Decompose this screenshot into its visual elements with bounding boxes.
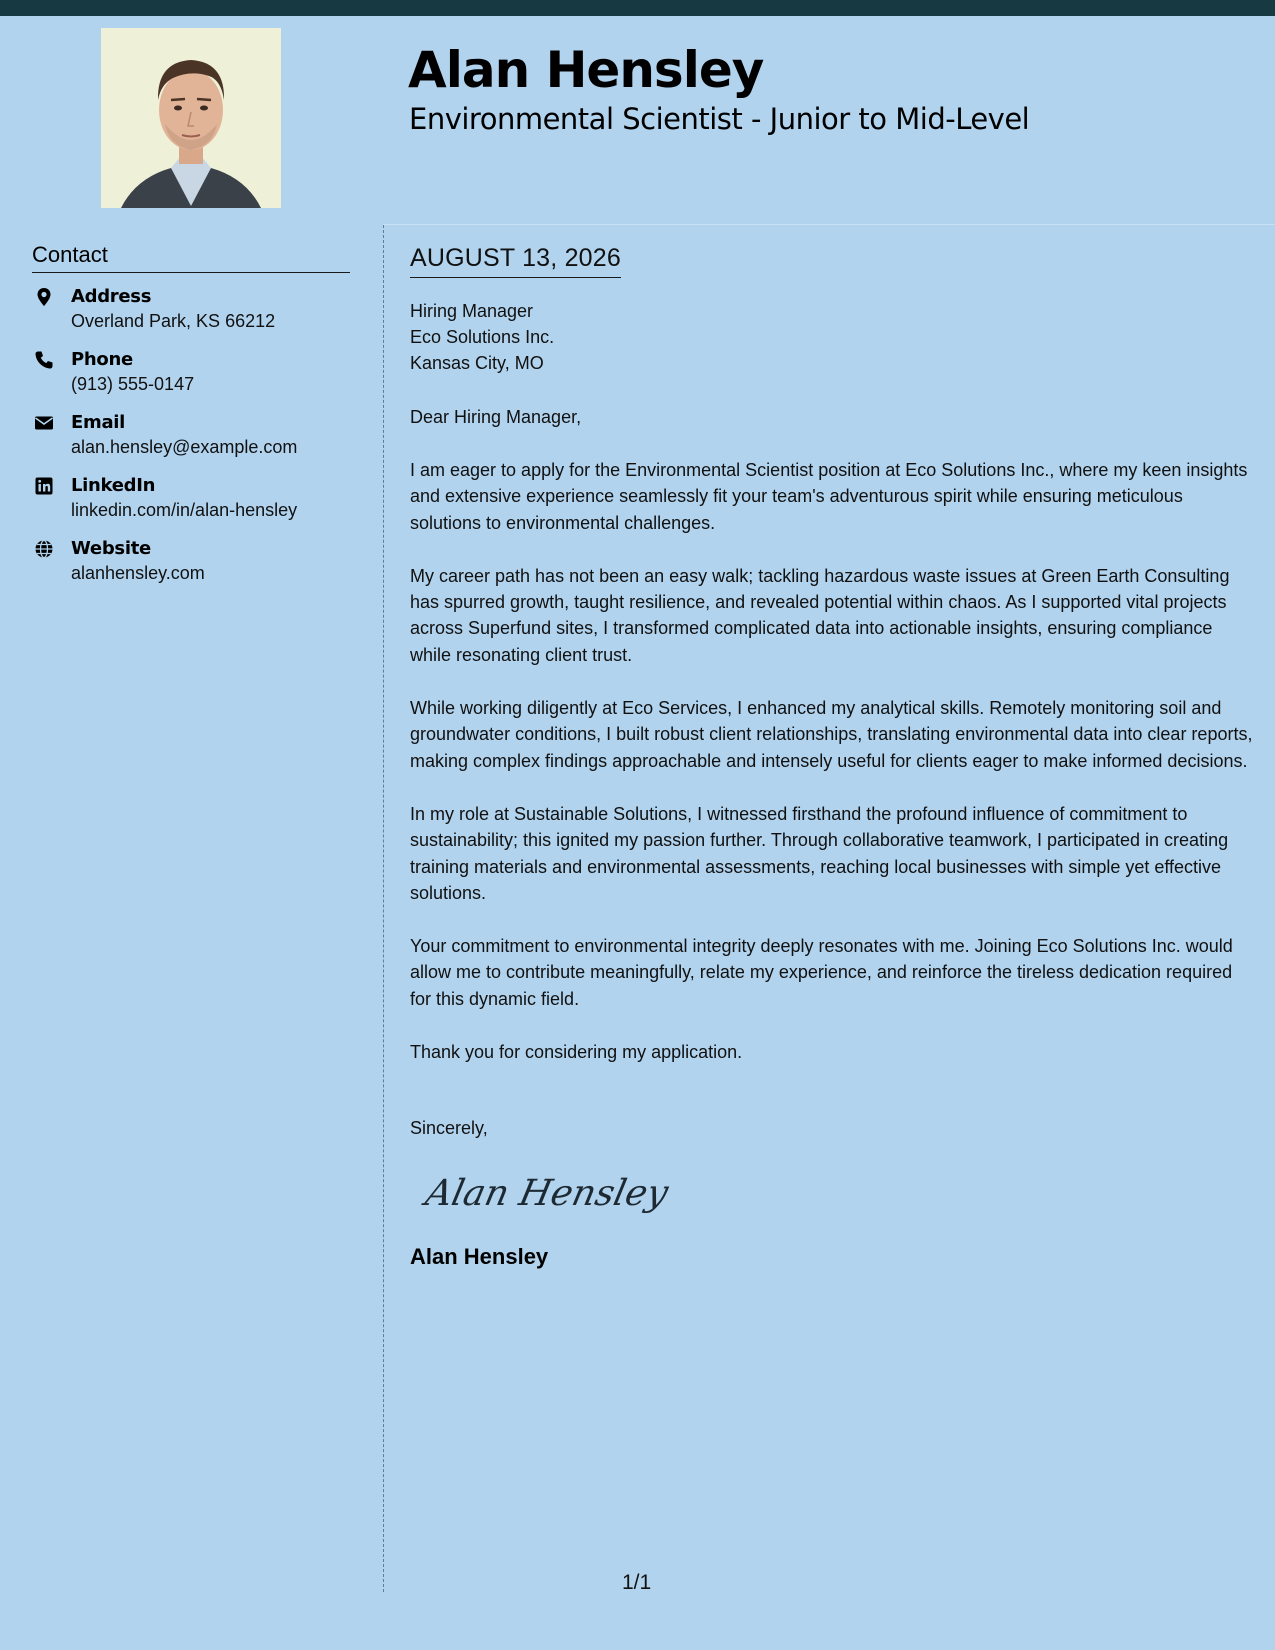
signer-name: Alan Hensley [410, 1244, 549, 1270]
recipient-block [410, 298, 1255, 376]
contact-item-email [32, 410, 362, 473]
paragraph: My career path has not been an easy walk; tackling hazardous waste issues at Green Earth Consulting has spurred growth, taught resilience, and revealed potential within chaos. As I supported vital projects across Superfund sites, I transformed complicated data into actionable insights, ensuring compliance while resonating client trust. [410, 565, 1230, 665]
contact-label: Address [71, 286, 152, 307]
linkedin-icon [34, 476, 54, 496]
signature [422, 1167, 1255, 1222]
column-divider [383, 225, 384, 1592]
recipient-line: Hiring Manager [410, 301, 534, 321]
contact-label: Email [71, 412, 126, 433]
header-divider [383, 224, 1275, 225]
paragraph: In my role at Sustainable Solutions, I witnessed firsthand the profound influence of commitment to sustainability; this ignited my passion further. Through collaborative teamwork, I participated in creating training materials and environmental assessments, reaching local businesses with simple yet effective solutions. [410, 803, 1229, 903]
contact-item-address [32, 284, 362, 347]
letter-body [410, 244, 1255, 1270]
globe-icon [34, 539, 54, 559]
contact-item-phone [32, 347, 362, 410]
paragraph: Your commitment to environmental integrity deeply resonates with me. Joining Eco Solutions Inc. would allow me to contribute meaningfully, relate my experience, and reinforce the tireless dedication required for this dynamic field. [410, 936, 1233, 1009]
map-pin-icon [34, 287, 54, 307]
salutation: Dear Hiring Manager, [410, 407, 582, 427]
candidate-role: Environmental Scientist - Junior to Mid-Level [409, 102, 1030, 136]
closing: Sincerely, [410, 1118, 488, 1139]
page-number: 1/1 [622, 1571, 652, 1594]
contact-list [32, 284, 362, 599]
contact-value: alan.hensley@example.com [71, 437, 298, 457]
paragraph: While working diligently at Eco Services, I enhanced my analytical skills. Remotely monitoring soil and groundwater conditions, I built robust client relationships, translating environmental data into clear reports, making complex findings approachable and intensely useful for clients eager to make informed decisions. [410, 698, 1253, 771]
contact-label: Phone [71, 349, 133, 370]
contact-heading: Contact [32, 242, 350, 273]
letter-date: AUGUST 13, 2026 [410, 244, 621, 278]
email-icon [34, 413, 54, 433]
paragraph: I am eager to apply for the Environmental Scientist position at Eco Solutions Inc., where my keen insights and extensive experience seamlessly fit your team's adventurous spirit while ensuring meticulous solutions to environmental challenges. [410, 460, 1248, 533]
candidate-name: Alan Hensley [408, 41, 764, 99]
profile-photo [101, 28, 281, 208]
paragraph: Thank you for considering my application. [410, 1042, 743, 1063]
contact-value: alanhensley.com [71, 563, 205, 583]
profile-photo-illustration [101, 28, 281, 208]
signature-text: Alan Hensley [422, 1171, 673, 1215]
contact-item-linkedin [32, 473, 362, 536]
recipient-line: Kansas City, MO [410, 353, 544, 373]
contact-label: LinkedIn [71, 475, 156, 496]
contact-value: linkedin.com/in/alan-hensley [71, 500, 298, 520]
recipient-line: Eco Solutions Inc. [410, 327, 555, 347]
phone-icon [34, 350, 54, 370]
contact-value: Overland Park, KS 66212 [71, 311, 276, 331]
top-bar [0, 0, 1275, 16]
signature-image [422, 1167, 673, 1217]
contact-item-website [32, 536, 362, 599]
contact-value: (913) 555-0147 [71, 374, 195, 394]
contact-label: Website [71, 538, 151, 559]
